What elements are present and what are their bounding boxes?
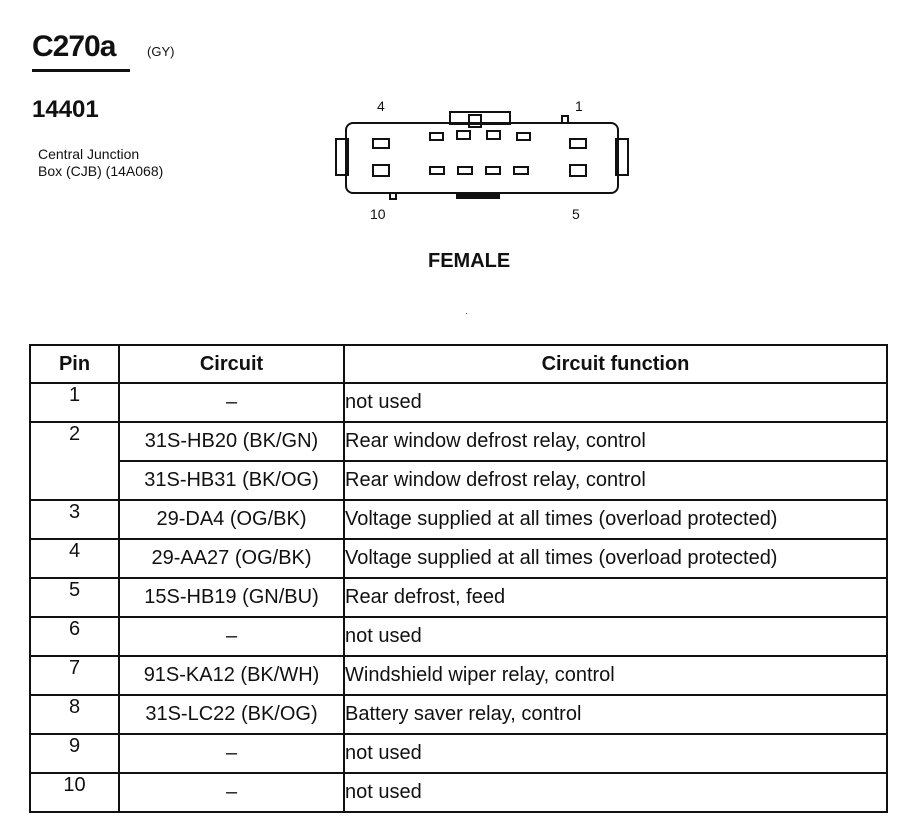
function-cell: Voltage supplied at all times (overload protected) — [344, 500, 887, 539]
pin-cell: 9 — [30, 734, 119, 773]
table-header-row — [30, 345, 887, 383]
bottom-polarizing-rib — [456, 193, 500, 199]
scan-speck — [466, 313, 467, 314]
cavity-pin-7 — [486, 167, 500, 174]
table-row — [30, 695, 887, 734]
table-row — [30, 578, 887, 617]
table-row — [30, 422, 887, 461]
circuit-cell: – — [119, 773, 344, 812]
function-cell: Windshield wiper relay, control — [344, 656, 887, 695]
table-row — [30, 617, 887, 656]
pin-cell: 6 — [30, 617, 119, 656]
table-row — [30, 500, 887, 539]
circuit-cell: – — [119, 383, 344, 422]
cavity-top-a — [430, 133, 443, 140]
table-row — [30, 461, 887, 500]
circuit-cell: 31S-HB20 (BK/GN) — [119, 422, 344, 461]
table-row — [30, 734, 887, 773]
function-cell: not used — [344, 773, 887, 812]
table-row — [30, 383, 887, 422]
cavity-pin-10 — [373, 165, 389, 176]
circuit-cell: 91S-KA12 (BK/WH) — [119, 656, 344, 695]
pin-label-4: 4 — [377, 98, 385, 114]
pinout-table — [29, 344, 888, 813]
circuit-cell: 31S-HB31 (BK/OG) — [119, 461, 344, 500]
cavity-top-b — [457, 131, 470, 139]
table-row — [30, 773, 887, 812]
pin-cell: 3 — [30, 500, 119, 539]
cavity-pin-1 — [570, 139, 586, 148]
pin-cell: 5 — [30, 578, 119, 617]
circuit-cell: – — [119, 734, 344, 773]
circuit-cell: 29-DA4 (OG/BK) — [119, 500, 344, 539]
connector-face-diagram — [330, 105, 630, 205]
connector-description — [38, 146, 163, 180]
header-circuit: Circuit — [119, 345, 344, 383]
pin-label-10: 10 — [370, 206, 386, 222]
cavity-pin-4 — [373, 139, 389, 148]
header-pin: Pin — [30, 345, 119, 383]
cavity-pin-9 — [430, 167, 444, 174]
pin-cell: 4 — [30, 539, 119, 578]
circuit-cell: – — [119, 617, 344, 656]
header-circuit-function: Circuit function — [344, 345, 887, 383]
cavity-top-d — [517, 133, 530, 140]
function-cell: Rear window defrost relay, control — [344, 461, 887, 500]
function-cell: Battery saver relay, control — [344, 695, 887, 734]
cavity-top-c — [487, 131, 500, 139]
function-cell: not used — [344, 617, 887, 656]
connector-color: (GY) — [147, 44, 175, 59]
description-line-1: Central Junction — [38, 146, 140, 162]
table-row — [30, 539, 887, 578]
connector-id-underline — [32, 69, 130, 72]
pin-cell: 2 — [30, 422, 119, 500]
cavity-pin-8 — [458, 167, 472, 174]
table-row — [30, 656, 887, 695]
function-cell: not used — [344, 383, 887, 422]
description-line-2: Box (CJB) (14A068) — [38, 163, 164, 179]
circuit-cell: 29-AA27 (OG/BK) — [119, 539, 344, 578]
function-cell: Voltage supplied at all times (overload protected) — [344, 539, 887, 578]
pin-cell: 1 — [30, 383, 119, 422]
pin-cell: 8 — [30, 695, 119, 734]
pin-cell: 7 — [30, 656, 119, 695]
function-cell: Rear window defrost relay, control — [344, 422, 887, 461]
pin-10-key — [390, 193, 396, 199]
lock-tab-detail — [469, 115, 481, 127]
connector-id: C270a — [32, 30, 116, 63]
connector-gender: FEMALE — [428, 250, 511, 272]
pin-cell: 10 — [30, 773, 119, 812]
pin-label-1: 1 — [575, 98, 583, 114]
pin-1-key — [562, 116, 568, 123]
circuit-cell: 31S-LC22 (BK/OG) — [119, 695, 344, 734]
function-cell: not used — [344, 734, 887, 773]
circuit-cell: 15S-HB19 (GN/BU) — [119, 578, 344, 617]
function-cell: Rear defrost, feed — [344, 578, 887, 617]
cavity-pin-6 — [514, 167, 528, 174]
pin-label-5: 5 — [572, 206, 580, 222]
cavity-pin-5 — [570, 165, 586, 176]
connector-housing — [346, 123, 618, 193]
part-number: 14401 — [32, 96, 99, 123]
